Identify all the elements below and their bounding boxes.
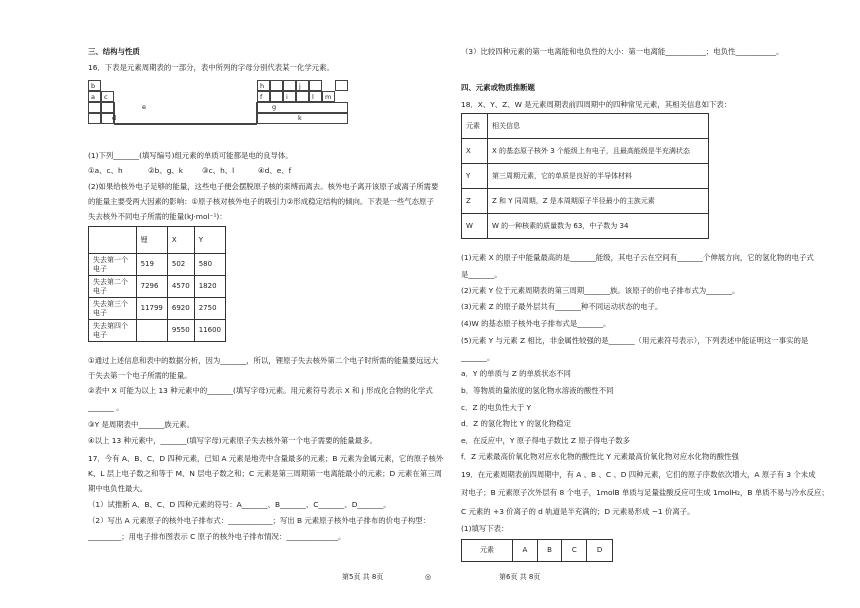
table-row: 失去第三个电子 11799 6920 2750 (89, 298, 226, 320)
table-row: 失去第一个电子 519 502 580 (89, 254, 226, 276)
fill-in-table (461, 539, 613, 562)
q18-part: (1)元素 X 的原子中能量最高的是_______能级，其电子云在空间有_______个伸展方向，它的氢化物的电子式 (461, 253, 814, 262)
table-row: Z Z 和 Y 同周期，Z 是本周期原子半径最小的主族元素 (462, 189, 709, 214)
q18-option: d．Z 的氢化物比 Y 的氢化物稳定 (461, 419, 572, 428)
pt-cell: m (322, 91, 335, 102)
table-row: 失去第四个电子 9550 11600 (89, 320, 226, 342)
q16-sub: ④以上 13 种元素中，_______(填写字母)元素原子失去核外第一个电子需要的能量最多。 (88, 436, 377, 445)
pt-cell: e (142, 103, 146, 111)
periodic-table-fragment (88, 80, 348, 136)
table-row: W W 的一种核素的质量数为 63，中子数为 34 (462, 214, 709, 239)
pt-cell: a (88, 91, 101, 102)
pt-cell: b (88, 80, 101, 91)
q16-sub: ①通过上述信息和表中的数据分析，因为_______，所以，锂原子失去核外第二个电子时所需的能量要远远大 (88, 356, 439, 365)
table-row: 失去第二个电子 7296 4570 1820 (89, 276, 226, 298)
q16-option: ②b、g、k (148, 166, 184, 175)
pt-cell: l (309, 91, 322, 102)
q16-sub: _______ 。 (88, 403, 124, 412)
q17-text: 期中电负性最大。 (88, 484, 148, 493)
table-row: 元素 相关信息 (462, 114, 709, 139)
ionization-energy-table (88, 226, 226, 342)
q16-sub: ②表中 X 可能为以上 13 种元素中的_______(填写字母)元素。用元素符号表示 X 和 j 形成化合物的化学式 (88, 386, 433, 395)
table-row: X X 的基态原子核外 3 个能级上有电子，且最高能级是半充满状态 (462, 139, 709, 164)
q16-option: ①a、c、h (88, 166, 123, 175)
table-row: 元素 A B C D (462, 540, 613, 562)
pt-cell: j (296, 80, 309, 91)
pt-cell: i (283, 91, 296, 102)
q19-text: C 元素的 +3 价离子的 d 轨道是半充满的；D 元素易形成 −1 价离子。 (461, 507, 695, 516)
table-row: Y 第三周期元素，它的单质是良好的半导体材料 (462, 164, 709, 189)
q17-text: K、L 层上电子数之和等于 M、N 层电子数之和；C 元素是第三周期第一电离能最小的元素；D 元素在第三周 (88, 469, 442, 478)
q18-intro: 18．X、Y、Z、W 是元素周期表前四周期中的四种常见元素，其相关信息如下表： (461, 100, 732, 109)
q17-text: （2）写出 A 元素原子的核外电子排布式：____________；写出 B 元素原子核外电子排布的价电子构型： (88, 516, 431, 525)
page-number-right: 第6页 共 8页 (499, 573, 541, 581)
q16-part2: (2)如果给核外电子足够的能量，这些电子便会摆脱原子核的束缚而离去。核外电子离开该原子或离子所需要 (88, 182, 439, 191)
q18-option: a．Y 的单质与 Z 的单质状态不同 (461, 369, 571, 378)
center-mark: ◎ (425, 573, 432, 581)
pt-cell: d (112, 114, 117, 122)
q18-option: e．在反应中，Y 原子得电子数比 Z 原子得电子数多 (461, 436, 630, 445)
element-info-table (461, 113, 709, 239)
section-heading: 四、元素或物质推断题 (461, 83, 535, 92)
q16-part2: 的能量主要受两大因素的影响：①原子核对核外电子的吸引力②形成稳定结构的倾向。下表是一些气态原子 (88, 197, 434, 206)
q16-part2: 失去核外不同电子所需的能量(kJ·mol⁻¹)： (88, 212, 227, 221)
q19-text: 对电子；B 元素原子次外层有 8 个电子，1molB 单质与足量盐酸反应可生成 1molH₂，B 单质不易与冷水反应； (461, 488, 829, 497)
pt-cell: g (272, 103, 277, 111)
q17-text: （1）试推断 A、B、C、D 四种元素的符号：A_______、B_______、C_______、D_______。 (88, 500, 391, 509)
q16-intro: 16．下表是元素周期表的一部分，表中所列的字母分别代表某一化学元素。 (88, 63, 334, 72)
pt-cell: f (257, 91, 270, 102)
q18-part: _______。 (461, 353, 495, 362)
q18-part: (3)元素 Z 的原子最外层共有_______种不同运动状态的电子。 (461, 302, 663, 311)
q16-part1: (1)下列_______(填写编号)组元素的单质可能都是电的良导体。 (88, 151, 293, 160)
q16-option: ③c、h、l (202, 166, 235, 175)
pt-cell: c (101, 91, 114, 102)
q18-part: (4)W 的基态原子核外电子排布式是_______。 (461, 319, 611, 328)
q17-text: 17．今有 A、B、C、D 四种元素，已知 A 元素是地壳中含量最多的元素；B 元素为金属元素，它的原子核外 (88, 454, 444, 463)
section-heading: 三、结构与性质 (88, 47, 140, 56)
pt-cell: h (257, 80, 270, 91)
q19-text: (1)填写下表： (461, 524, 509, 533)
q18-part: 是_______。 (461, 270, 502, 279)
q18-option: c．Z 的电负性大于 Y (461, 403, 532, 412)
q17-part3: （3）比较四种元素的第一电离能和电负性的大小：第一电离能___________；电负性___________。 (461, 47, 784, 56)
q18-option: b．等物质的量浓度的氢化物水溶液的酸性不同 (461, 386, 614, 395)
q18-option: f．Z 元素最高价氧化物对应水化物的酸性比 Y 元素最高价氧化物对应水化物的酸性强 (461, 452, 739, 461)
q16-option: ④d、e、f (258, 166, 292, 175)
table-row: 锂 X Y (89, 227, 226, 254)
pt-cell: k (298, 114, 302, 122)
q17-text: _________；用电子排布图表示 C 原子的核外电子排布情况：______________。 (88, 532, 346, 541)
q19-text: 19．在元素周期表前四周期中，有 A 、B 、C 、D 四种元素，它们的原子序数依次增大，A 原子有 3 个未成 (461, 470, 816, 479)
q18-part: (5)元素 Y 与元素 Z 相比，非金属性较强的是_______（用元素符号表示），下列表述中能证明这一事实的是 (461, 336, 809, 345)
page-number-left: 第5页 共 8页 (342, 573, 384, 581)
q16-sub: 于失去第一个电子所需的能量。 (88, 371, 192, 380)
q18-part: (2)元素 Y 位于元素周期表的第三周期_______族。该原子的价电子排布式为_______。 (461, 286, 740, 295)
q16-sub: ③Y 是周期表中_______族元素。 (88, 420, 194, 429)
